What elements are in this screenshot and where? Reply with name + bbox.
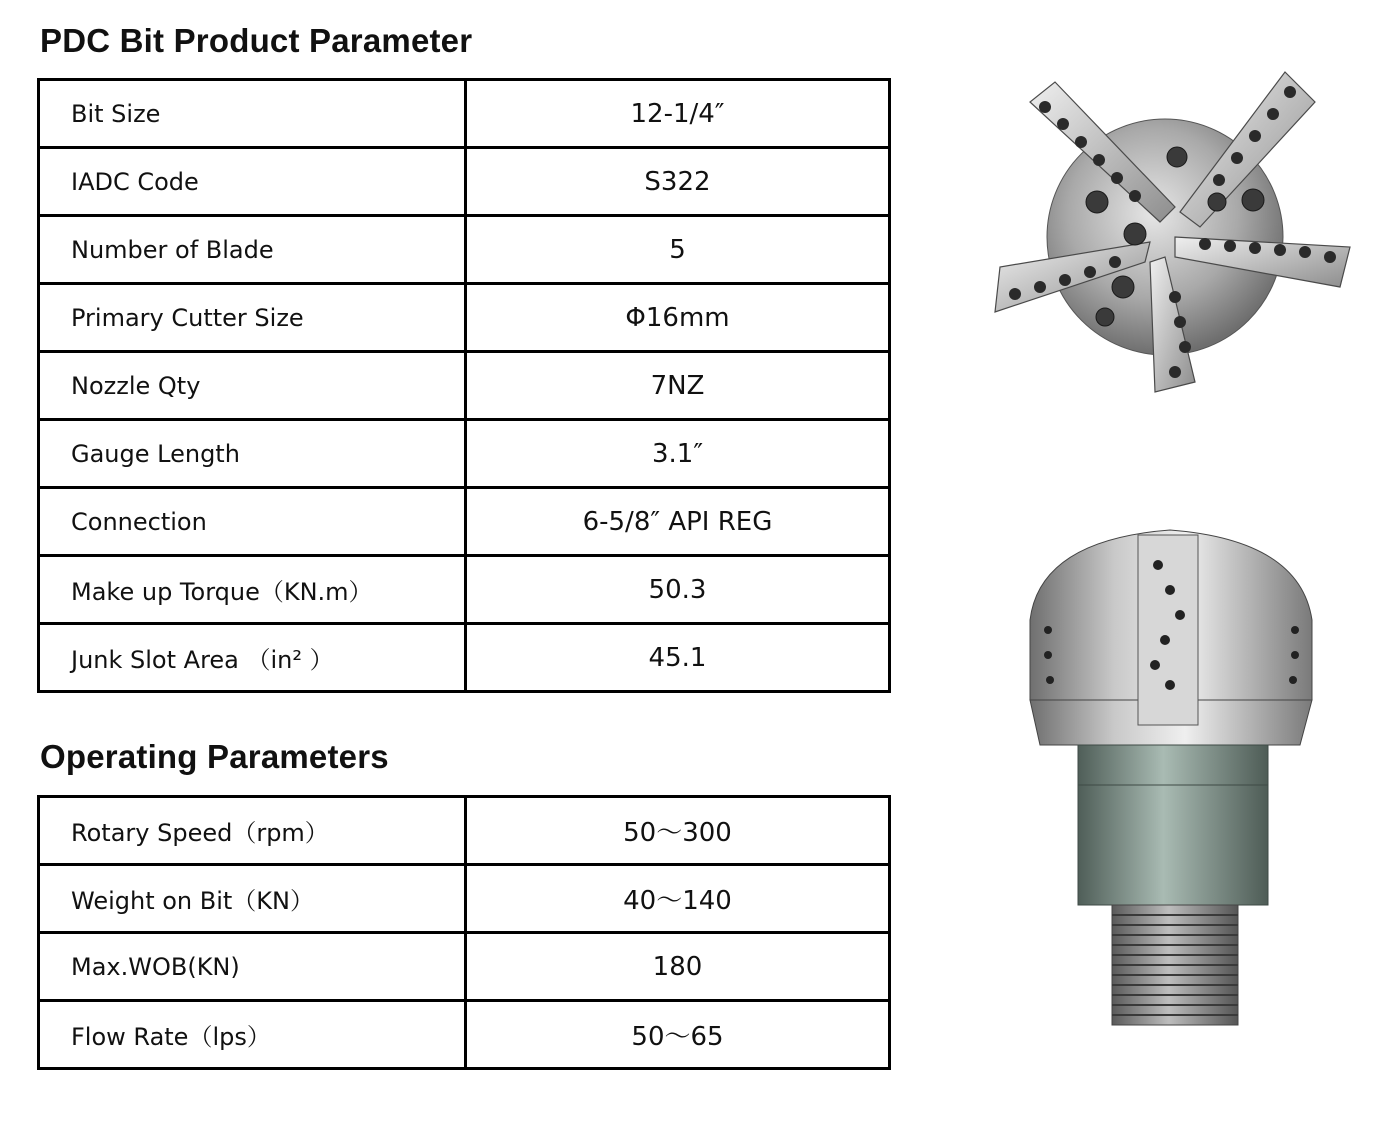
param-value: 7NZ <box>466 352 890 420</box>
pdc-bit-top-view-graphic <box>985 62 1357 412</box>
operating-parameters-table <box>37 795 891 1070</box>
table-row <box>39 865 890 933</box>
param-value: 12-1/4″ <box>466 80 890 148</box>
param-label: Number of Blade <box>39 216 466 284</box>
param-label: Gauge Length <box>39 420 466 488</box>
param-value: 50～300 <box>466 797 890 865</box>
operating-parameters-heading: Operating Parameters <box>40 738 389 775</box>
param-value: Φ16mm <box>466 284 890 352</box>
param-value: 40～140 <box>466 865 890 933</box>
param-value: 50～65 <box>466 1001 890 1069</box>
table-row <box>39 1001 890 1069</box>
table-row <box>39 624 890 692</box>
table-row <box>39 80 890 148</box>
table-row <box>39 797 890 865</box>
table-row <box>39 352 890 420</box>
table-row <box>39 933 890 1001</box>
param-label: Primary Cutter Size <box>39 284 466 352</box>
pdc-bit-side-view-graphic <box>1020 520 1320 1032</box>
param-label: Nozzle Qty <box>39 352 466 420</box>
table-row <box>39 216 890 284</box>
param-value: 50.3 <box>466 556 890 624</box>
param-value: 6-5/8″ API REG <box>466 488 890 556</box>
table-row <box>39 284 890 352</box>
param-label: Junk Slot Area （in² ） <box>39 624 466 692</box>
param-value: 45.1 <box>466 624 890 692</box>
param-label: Rotary Speed（rpm） <box>39 797 466 865</box>
param-label: Flow Rate（lps） <box>39 1001 466 1069</box>
pdc-bit-top-view-image <box>985 62 1357 412</box>
param-value: S322 <box>466 148 890 216</box>
table-row <box>39 488 890 556</box>
product-parameter-table <box>37 78 891 693</box>
table-row <box>39 556 890 624</box>
pdc-bit-side-view-image <box>1020 520 1320 1032</box>
table-row <box>39 420 890 488</box>
param-label: Connection <box>39 488 466 556</box>
param-label: Max.WOB(KN) <box>39 933 466 1001</box>
table-row <box>39 148 890 216</box>
param-value: 5 <box>466 216 890 284</box>
param-label: Weight on Bit（KN） <box>39 865 466 933</box>
param-label: Bit Size <box>39 80 466 148</box>
product-parameter-heading: PDC Bit Product Parameter <box>40 22 473 59</box>
param-value: 180 <box>466 933 890 1001</box>
param-label: IADC Code <box>39 148 466 216</box>
param-label: Make up Torque（KN.m） <box>39 556 466 624</box>
param-value: 3.1″ <box>466 420 890 488</box>
